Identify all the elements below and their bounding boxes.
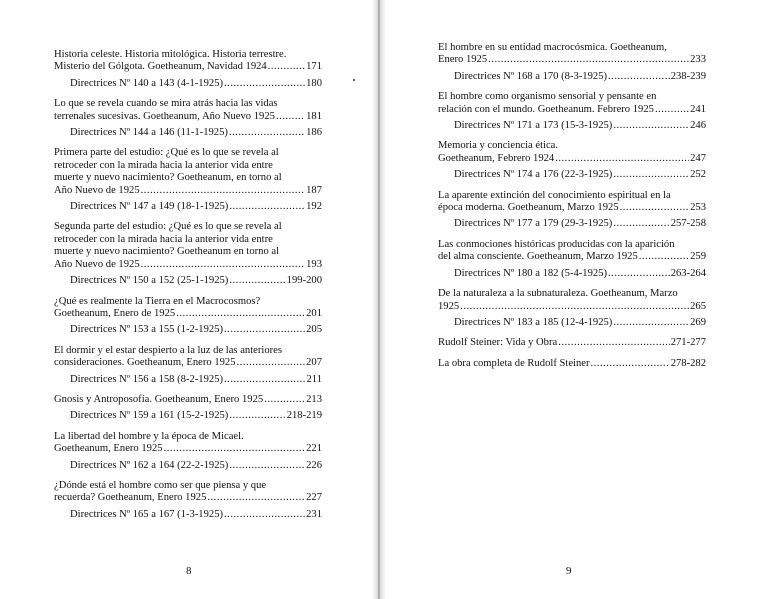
entry-text: 1925: [438, 300, 460, 312]
page-ref: 227: [306, 492, 322, 504]
directrices-line: [438, 218, 706, 230]
entry-text: Año Nuevo de 1925: [54, 258, 140, 270]
entry-text: Enero 1925: [438, 54, 488, 66]
entry-title-last-line: [438, 54, 706, 66]
entry-text: del alma consciente. Goetheanum, Marzo 1925: [438, 251, 638, 263]
page-ref: 233: [690, 54, 706, 66]
toc-entry: [438, 91, 706, 132]
dot-leader: [488, 54, 689, 66]
entry-text: Directrices Nº 140 a 143 (4-1-1925): [70, 77, 224, 89]
page-ref: 253: [690, 202, 706, 214]
dot-leader: [207, 492, 305, 504]
entry-title-line: De la naturaleza a la subnaturaleza. Goetheanum, Marzo: [438, 288, 678, 300]
entry-text: Directrices Nº 183 a 185 (12-4-1925): [454, 316, 613, 328]
dot-leader: [268, 61, 305, 73]
entry-text: Directrices Nº 162 a 164 (22-2-1925): [70, 459, 229, 471]
directrices-line: [54, 78, 322, 90]
page-ref: 271-277: [670, 337, 706, 349]
right-toc-list: [438, 42, 706, 378]
dot-leader: [224, 374, 305, 386]
page-ref: 193: [306, 258, 322, 270]
toc-entry: [54, 98, 322, 139]
page-ref: 199-200: [286, 275, 322, 287]
toc-entry: [438, 140, 706, 181]
entry-title-line: retroceder con la mirada hacia la anterior vida entre: [54, 233, 273, 245]
dot-leader: [608, 71, 670, 83]
entry-text: Goetheanum, Enero de 1925: [54, 307, 176, 319]
page-ref: 226: [306, 459, 322, 471]
entry-text: Directrices Nº 147 a 149 (18-1-1925): [70, 201, 229, 213]
entry-title-line: Segunda parte del estudio: ¿Qué es lo que se revela al: [54, 221, 282, 233]
toc-entry: [438, 337, 706, 349]
dot-leader: [224, 78, 305, 90]
directrices-line: [438, 268, 706, 280]
entry-title-last-line: [438, 104, 706, 116]
dot-leader: [620, 202, 689, 214]
entry-title-line: El dormir y el estar despierto a la luz de las anteriores: [54, 344, 282, 356]
entry-title-line: El hombre como organismo sensorial y pensante en: [438, 91, 657, 103]
page-ref: 252: [690, 169, 706, 181]
left-toc-list: [54, 49, 322, 529]
page-ref: 247: [690, 152, 706, 164]
entry-text: Directrices Nº 177 a 179 (29-3-1925): [454, 218, 613, 230]
page-ref: 205: [306, 324, 322, 336]
toc-entry: [54, 480, 322, 521]
entry-text: Directrices Nº 144 a 146 (11-1-1925): [70, 127, 228, 139]
directrices-line: [54, 127, 322, 139]
dot-leader: [655, 104, 689, 116]
dot-leader: [176, 308, 305, 320]
entry-title-line: muerte y nuevo nacimiento? Goetheanum en torno al: [54, 246, 280, 258]
entry-text: Directrices Nº 156 a 158 (8-2-1925): [70, 373, 224, 385]
directrices-line: [438, 169, 706, 181]
toc-entry: [438, 239, 706, 280]
entry-text: Goetheanum, Febrero 1924: [438, 152, 555, 164]
entry-title-last-line: [54, 185, 322, 197]
page-ref: 269: [690, 316, 706, 328]
entry-text: Directrices Nº 150 a 152 (25-1-1925): [70, 275, 229, 287]
directrices-line: [54, 410, 322, 422]
entry-title-last-line: [54, 61, 322, 73]
dot-leader: [613, 169, 689, 181]
entry-title-last-line: [438, 337, 706, 349]
page-ref: 218-219: [286, 410, 322, 422]
entry-title-last-line: [54, 492, 322, 504]
entry-title-last-line: [438, 251, 706, 263]
page-ref: 180: [306, 77, 322, 89]
page-ref: 278-282: [670, 357, 706, 369]
dot-leader: [591, 358, 670, 370]
dot-leader: [141, 259, 305, 271]
ink-speck: [353, 79, 355, 81]
entry-text: consideraciones. Goetheanum, Enero 1925: [54, 357, 236, 369]
entry-title-line: Memoria y conciencia ética.: [438, 140, 559, 152]
dot-leader: [141, 185, 305, 197]
page-ref: 187: [306, 184, 322, 196]
entry-text: Directrices Nº 168 a 170 (8-3-1925): [454, 70, 608, 82]
dot-leader: [237, 357, 306, 369]
entry-title-line: Historia celeste. Historia mitológica. Historia terrestre.: [54, 49, 287, 60]
page-ref: 181: [306, 110, 322, 122]
page-ref: 213: [306, 393, 322, 405]
toc-entry: [54, 49, 322, 90]
entry-title-line: Primera parte del estudio: ¿Qué es lo que se revela al: [54, 147, 279, 159]
entry-text: Directrices Nº 171 a 173 (15-3-1925): [454, 120, 613, 132]
toc-entry: [438, 358, 706, 370]
entry-title-last-line: [54, 259, 322, 271]
dot-leader: [264, 394, 305, 406]
entry-text: Gnosis y Antroposofía. Goetheanum, Enero 1925: [54, 393, 264, 405]
page-ref: 265: [690, 300, 706, 312]
entry-title-last-line: [438, 153, 706, 165]
entry-text: Directrices Nº 153 a 155 (1-2-1925): [70, 324, 224, 336]
page-ref: 192: [306, 201, 322, 213]
entry-text: Directrices Nº 174 a 176 (22-3-1925): [454, 169, 613, 181]
entry-text: Misterio del Gólgota. Goetheanum, Navidad 1924: [54, 61, 267, 73]
dot-leader: [224, 509, 305, 521]
directrices-line: [54, 509, 322, 521]
entry-title-line: La aparente extinción del conocimiento espiritual en la: [438, 189, 671, 201]
entry-text: Goetheanum, Enero 1925: [54, 443, 163, 455]
toc-entry: [54, 221, 322, 287]
entry-title-line: ¿Qué es realmente la Tierra en el Macrocosmos?: [54, 295, 261, 307]
directrices-line: [54, 460, 322, 472]
entry-title-line: Las conmociones históricas producidas con la aparición: [438, 238, 675, 250]
toc-entry: [54, 345, 322, 386]
dot-leader: [164, 443, 306, 455]
entry-title-line: El hombre en su entidad macrocósmica. Goetheanum,: [438, 42, 667, 53]
toc-entry: [438, 42, 706, 83]
dot-leader: [229, 410, 285, 422]
dot-leader: [460, 301, 689, 313]
toc-entry: [54, 147, 322, 213]
toc-entry: [54, 431, 322, 472]
entry-text: Año Nuevo de 1925: [54, 184, 140, 196]
page-ref: 207: [306, 357, 322, 369]
entry-text: Rudolf Steiner: Vida y Obra: [438, 337, 558, 349]
dot-leader: [608, 268, 670, 280]
entry-text: Directrices Nº 159 a 161 (15-2-1925): [70, 410, 229, 422]
dot-leader: [276, 111, 305, 123]
page-ref: 201: [306, 307, 322, 319]
dot-leader: [229, 275, 285, 287]
entry-title-line: ¿Dónde está el hombre como ser que piensa y que: [54, 479, 267, 491]
page-ref: 231: [306, 508, 322, 520]
page-ref: 246: [690, 120, 706, 132]
directrices-line: [54, 374, 322, 386]
entry-text: época moderna. Goetheanum, Marzo 1925: [438, 202, 619, 214]
toc-entry: [54, 394, 322, 423]
entry-title-line: retroceder con la mirada hacia la anterior vida entre: [54, 159, 273, 171]
entry-title-last-line: [54, 308, 322, 320]
entry-text: recuerda? Goetheanum, Enero 1925: [54, 492, 207, 504]
dot-leader: [229, 460, 305, 472]
entry-title-line: La libertad del hombre y la época de Micael.: [54, 430, 244, 442]
dot-leader: [229, 201, 305, 213]
page-ref: 211: [306, 373, 322, 385]
dot-leader: [229, 127, 305, 139]
page-ref: 171: [306, 61, 322, 73]
page-ref: 259: [690, 251, 706, 263]
dot-leader: [555, 153, 689, 165]
page-number-right: 9: [566, 565, 572, 577]
page-ref: 241: [690, 103, 706, 115]
entry-title-last-line: [54, 111, 322, 123]
dot-leader: [558, 337, 669, 349]
page-ref: 238-239: [670, 70, 706, 82]
right-page: [386, 0, 762, 599]
entry-title-last-line: [54, 357, 322, 369]
toc-entry: [438, 190, 706, 231]
page-ref: 257-258: [670, 218, 706, 230]
entry-title-last-line: [438, 301, 706, 313]
page-ref: 186: [306, 127, 322, 139]
entry-text: La obra completa de Rudolf Steiner: [438, 357, 590, 369]
directrices-line: [54, 324, 322, 336]
entry-title-line: muerte y nuevo nacimiento? Goetheanum, en torno al: [54, 172, 282, 184]
entry-text: relación con el mundo. Goetheanum. Febrero 1925: [438, 103, 654, 115]
dot-leader: [613, 317, 689, 329]
dot-leader: [613, 218, 669, 230]
directrices-line: [54, 201, 322, 213]
dot-leader: [613, 120, 689, 132]
entry-title-line: Lo que se revela cuando se mira atrás hacia las vidas: [54, 98, 278, 110]
book-gutter: [372, 0, 386, 599]
entry-title-last-line: [438, 358, 706, 370]
directrices-line: [438, 120, 706, 132]
entry-title-last-line: [54, 443, 322, 455]
dot-leader: [224, 324, 305, 336]
page-ref: 263-264: [670, 267, 706, 279]
toc-entry: [54, 296, 322, 337]
entry-text: Directrices Nº 165 a 167 (1-3-1925): [70, 508, 224, 520]
directrices-line: [438, 71, 706, 83]
directrices-line: [438, 317, 706, 329]
directrices-line: [54, 275, 322, 287]
left-page: [0, 0, 372, 599]
entry-title-last-line: [54, 394, 322, 406]
entry-title-last-line: [438, 202, 706, 214]
toc-entry: [438, 288, 706, 329]
entry-text: terrenales sucesivas. Goetheanum, Año Nuevo 1925: [54, 110, 275, 122]
dot-leader: [639, 251, 689, 263]
page-ref: 221: [306, 443, 322, 455]
entry-text: Directrices Nº 180 a 182 (5-4-1925): [454, 267, 608, 279]
page-number-left: 8: [186, 565, 192, 577]
